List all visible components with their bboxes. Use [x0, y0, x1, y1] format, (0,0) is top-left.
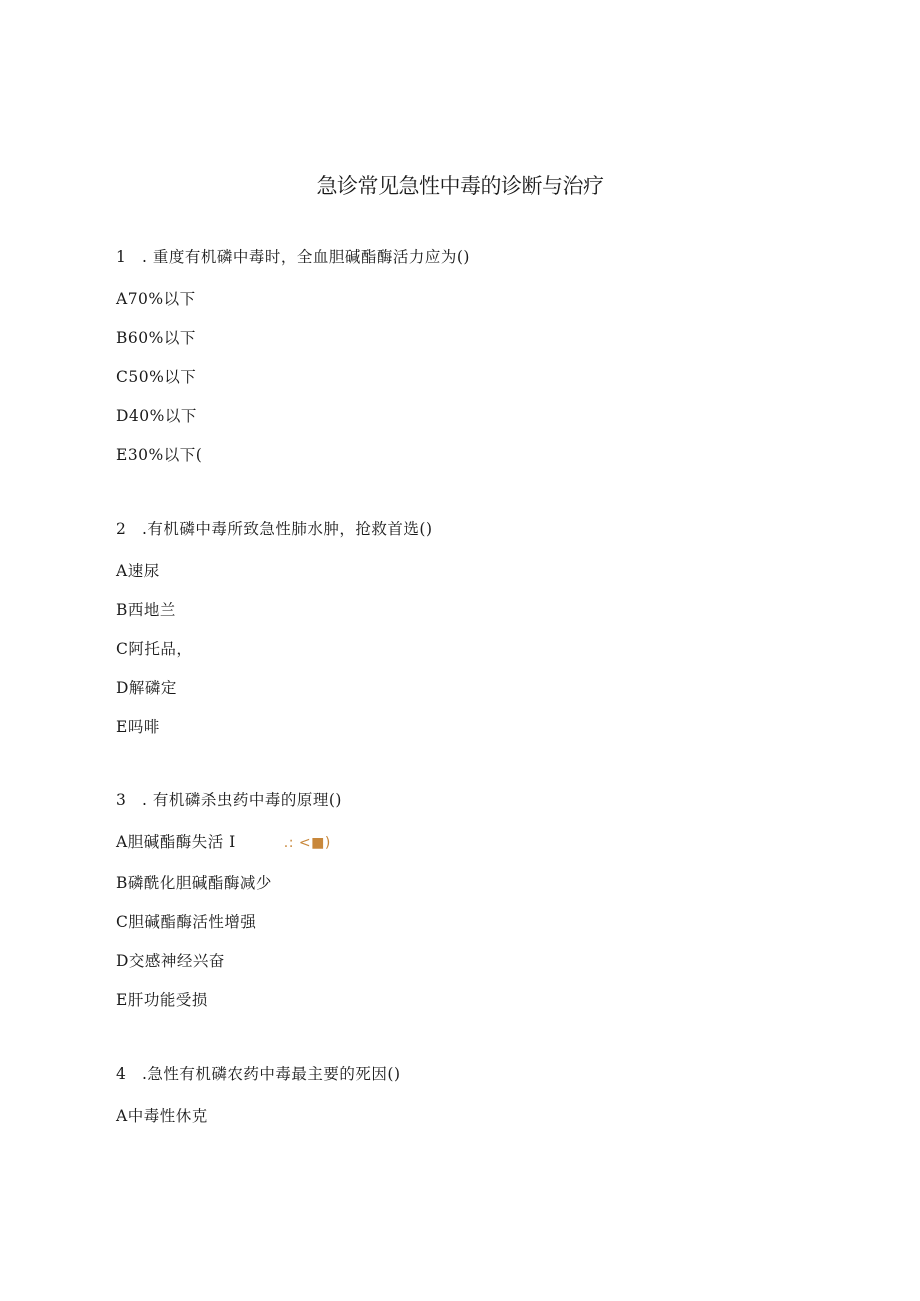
question-text: . 有机磷杀虫药中毒的原理() — [142, 791, 342, 809]
option-1c: C50%以下 — [116, 368, 197, 386]
question-number: 1 — [116, 248, 127, 266]
option-1b: B60%以下 — [116, 329, 196, 347]
option-1e: E30%以下( — [116, 446, 203, 464]
question-number: 2 — [116, 520, 127, 538]
option-2b: B西地兰 — [116, 601, 176, 619]
question-2 — [116, 518, 433, 540]
question-3 — [116, 789, 342, 811]
option-3c: C胆碱酯酶活性增强 — [116, 913, 257, 931]
question-1 — [116, 246, 470, 268]
option-3d: D交感神经兴奋 — [116, 952, 225, 970]
option-2a: A速尿 — [116, 562, 160, 580]
option-1a: A70%以下 — [116, 290, 196, 308]
scan-artifact: .: <■) — [283, 835, 331, 851]
question-4 — [116, 1063, 401, 1085]
question-text: .急性有机磷农药中毒最主要的死因() — [142, 1065, 401, 1083]
option-text: A胆碱酯酶失活 I — [116, 833, 236, 851]
option-2d: D解磷定 — [116, 679, 177, 697]
option-3e: E肝功能受损 — [116, 991, 208, 1009]
option-2e: E吗啡 — [116, 718, 160, 736]
option-3a — [116, 831, 331, 854]
option-1d: D40%以下 — [116, 407, 197, 425]
question-number: 3 — [116, 791, 127, 809]
question-text: .有机磷中毒所致急性肺水肿，抢救首选() — [142, 520, 433, 538]
option-3b: B磷酰化胆碱酯酶减少 — [116, 874, 272, 892]
page-title: 急诊常见急性中毒的诊断与治疗 — [316, 174, 604, 198]
option-4a: A中毒性休克 — [116, 1107, 208, 1125]
option-2c: C阿托品， — [116, 640, 193, 658]
question-text: . 重度有机磷中毒时，全血胆碱酯酶活力应为() — [142, 248, 470, 266]
question-number: 4 — [116, 1065, 127, 1083]
